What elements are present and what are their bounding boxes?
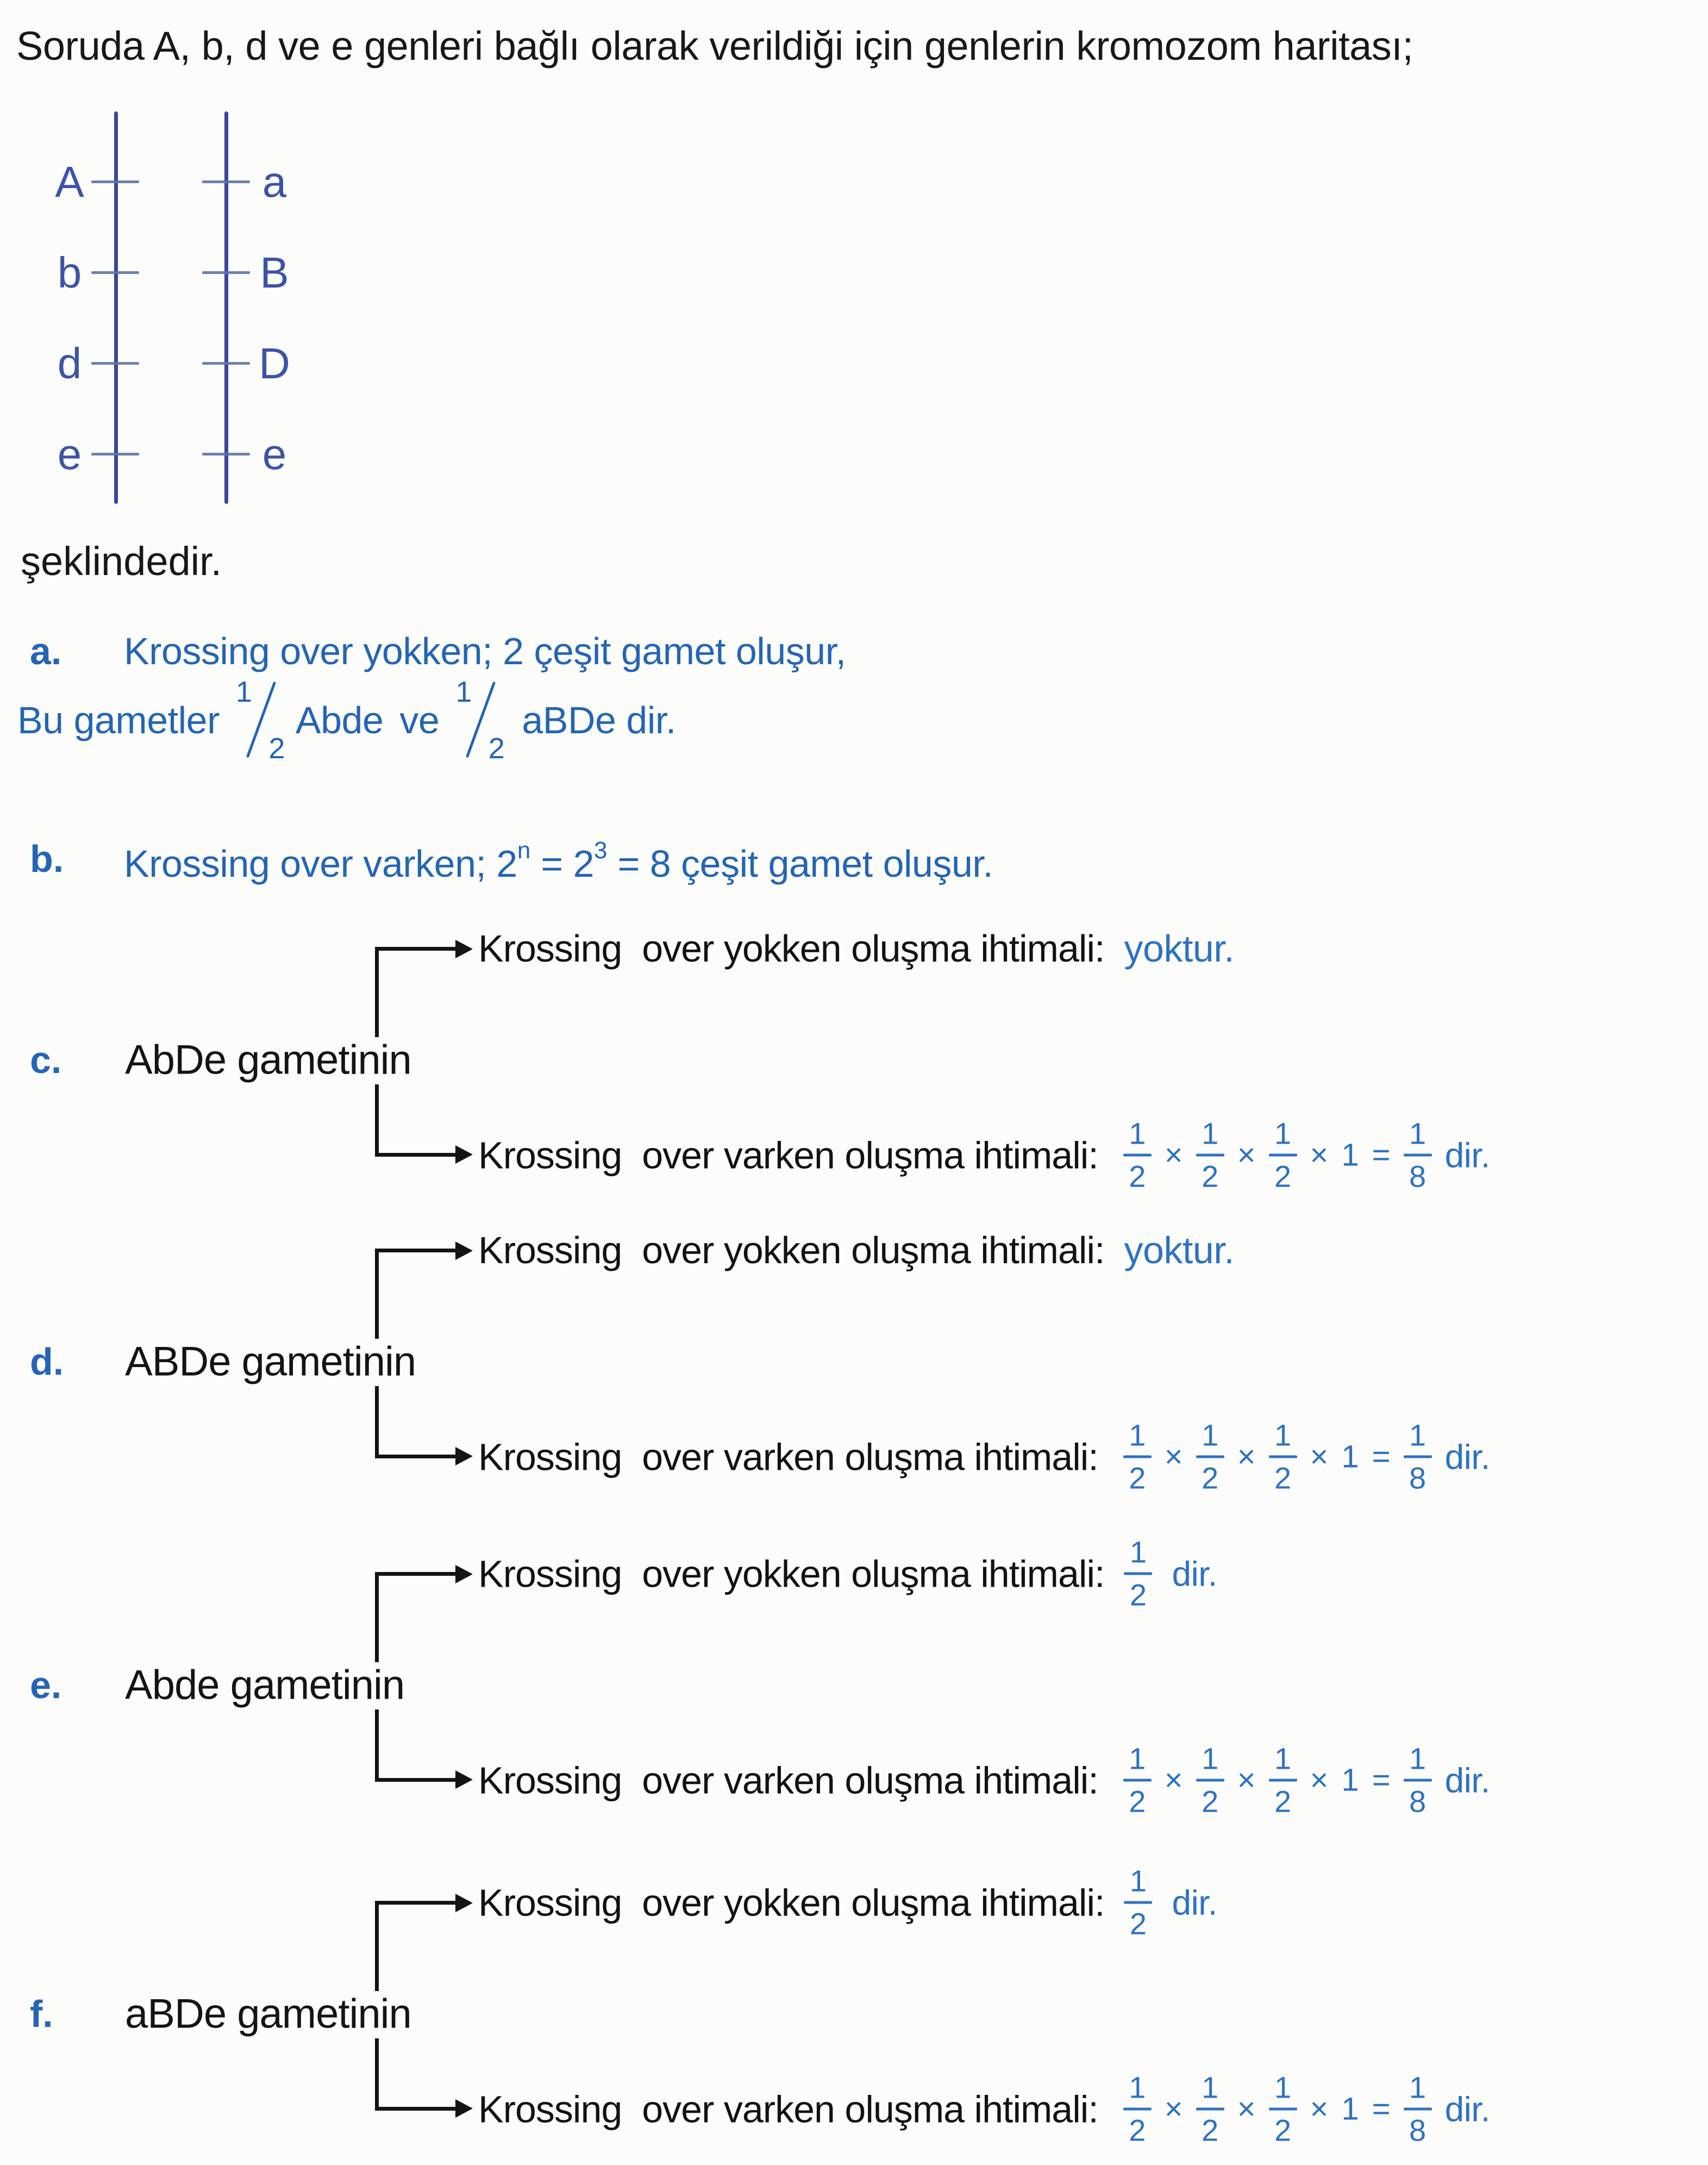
branch-label: Krossing over varken oluşma ihtimali: xyxy=(478,2088,1098,2130)
times-sign: × xyxy=(1310,1137,1329,1173)
branch-label: Krossing over yokken oluşma ihtimali: xyxy=(478,1229,1105,1271)
fraction-one-eighth: 1 8 xyxy=(1404,1420,1432,1494)
gene-tick xyxy=(202,271,250,274)
branch-value: yoktur. xyxy=(1124,927,1235,970)
fraction-bar xyxy=(1196,1779,1224,1782)
gene-tick xyxy=(91,453,139,456)
fraction-bar xyxy=(1269,1154,1297,1157)
fraction-one-half: 1 2 xyxy=(1124,1866,1152,1939)
fraction-one-half: 1 2 xyxy=(1196,1420,1224,1494)
gene-label-D2: D xyxy=(259,339,290,388)
fraction-one-half: 1 2 xyxy=(1196,1119,1224,1192)
gamete-name: Abde gametinin xyxy=(125,1662,405,1708)
arrow-right-icon xyxy=(455,940,473,958)
connector-elbow-up xyxy=(375,1572,456,1662)
suffix-dir: dir. xyxy=(1444,2089,1490,2129)
operand-one: 1 xyxy=(1341,1439,1359,1475)
diagram-caption: şeklindedir. xyxy=(21,539,222,584)
fraction-bar xyxy=(1269,2108,1297,2111)
arrow-right-icon xyxy=(455,1894,473,1912)
times-sign: × xyxy=(1164,1439,1183,1475)
fraction-one-eighth: 1 8 xyxy=(1404,1744,1432,1817)
connector-elbow-down xyxy=(375,2038,456,2111)
gamete-name: AbDe gametinin xyxy=(125,1037,411,1083)
fraction-bar xyxy=(1196,1154,1224,1157)
fraction-bar xyxy=(1404,2108,1432,2111)
fraction-one-half: 1 2 xyxy=(1196,2073,1224,2146)
times-sign: × xyxy=(1237,1762,1256,1798)
fraction-bar xyxy=(1404,1154,1432,1157)
fraction-bar xyxy=(1196,2108,1224,2111)
fraction-bar xyxy=(1196,1456,1224,1458)
branch-no-crossover xyxy=(478,927,1234,970)
gene-label-B2: B xyxy=(260,248,289,297)
fraction-bar xyxy=(1123,1154,1152,1157)
exponent-3: 3 xyxy=(594,837,608,864)
operand-one: 1 xyxy=(1341,1762,1359,1798)
branch-label: Krossing over yokken oluşma ihtimali: xyxy=(478,927,1105,970)
arrow-right-icon xyxy=(455,2099,473,2118)
gene-label-b: b xyxy=(57,248,82,297)
times-sign: × xyxy=(1310,2091,1329,2127)
suffix-dir: dir. xyxy=(1444,1437,1490,1476)
section-e-label: e. xyxy=(30,1664,62,1706)
gene-label-d: d xyxy=(57,339,82,388)
probability-expression xyxy=(1123,1420,1490,1494)
section-e xyxy=(0,1534,1708,1826)
section-f xyxy=(0,1863,1708,2155)
chromosome-line-left xyxy=(114,111,118,504)
fraction-bar xyxy=(1123,1779,1152,1782)
connector-elbow-up xyxy=(375,947,456,1037)
fraction-bar xyxy=(1123,2108,1152,2111)
probability-expression xyxy=(1123,1116,1490,1194)
probability-expression xyxy=(1123,1741,1490,1819)
probability-expression xyxy=(1123,2070,1490,2148)
times-sign: × xyxy=(1237,1137,1256,1173)
section-c xyxy=(0,919,1708,1201)
connector-elbow-up xyxy=(375,1249,456,1339)
times-sign: × xyxy=(1310,1439,1329,1475)
suffix-dir: dir. xyxy=(1444,1761,1490,1800)
gene-label-e2: e xyxy=(262,430,287,478)
section-b-label: b. xyxy=(30,838,64,880)
gene-label-e: e xyxy=(57,430,82,478)
fraction-one-half: 1 2 xyxy=(1269,1420,1297,1494)
gene-tick xyxy=(91,271,139,274)
section-a-line1: Krossing over yokken; 2 çeşit gamet oluşur, xyxy=(124,630,846,672)
branch-with-crossover xyxy=(478,1741,1490,1819)
fraction-bar xyxy=(1404,1456,1432,1458)
section-c-label: c. xyxy=(30,1039,62,1081)
gene-tick xyxy=(202,180,250,183)
fraction-bar xyxy=(1269,1779,1297,1782)
branch-label: Krossing over varken oluşma ihtimali: xyxy=(478,1134,1098,1176)
arrow-right-icon xyxy=(455,1565,473,1583)
chromosome-diagram xyxy=(0,111,380,525)
fraction-one-half: 1 2 xyxy=(1123,1420,1152,1494)
exponent-n: n xyxy=(517,837,531,864)
equals-sign: = xyxy=(1372,2091,1391,2127)
fraction-one-half: 1 2 xyxy=(1196,1744,1224,1817)
fraction-one-half: 1 2 xyxy=(1269,1119,1297,1192)
arrow-right-icon xyxy=(455,1770,473,1789)
section-d-label: d. xyxy=(30,1340,64,1383)
operand-one: 1 xyxy=(1341,1137,1359,1173)
section-a-label: a. xyxy=(30,630,62,672)
fraction-bar xyxy=(1124,1573,1152,1575)
page-title: Soruda A, b, d ve e genleri bağlı olarak verildiği için genlerin kromozom haritası; xyxy=(16,23,1413,68)
fraction-one-half: 1 2 xyxy=(235,676,285,765)
gene-tick xyxy=(202,453,250,456)
times-sign: × xyxy=(1237,1439,1256,1475)
fraction-one-half: 1 2 xyxy=(1123,1119,1152,1192)
branch-value: yoktur. xyxy=(1124,1229,1235,1271)
branch-with-crossover xyxy=(478,1116,1490,1194)
gene-tick xyxy=(91,180,139,183)
equals-sign: = xyxy=(1372,1439,1391,1475)
fraction-one-half: 1 2 xyxy=(1124,1537,1152,1611)
connector-elbow-down xyxy=(375,1084,456,1157)
suffix-dir: dir. xyxy=(1444,1135,1490,1175)
fraction-one-half: 1 2 xyxy=(1123,2073,1152,2146)
gene-tick xyxy=(202,362,250,365)
equals-sign: = xyxy=(1372,1137,1391,1173)
branch-with-crossover xyxy=(478,1420,1490,1494)
branch-label: Krossing over yokken oluşma ihtimali: xyxy=(478,1552,1105,1595)
section-d xyxy=(0,1220,1708,1503)
fraction-one-half: 1 2 xyxy=(1269,1744,1297,1817)
fraction-one-half: 1 2 xyxy=(1123,1744,1152,1817)
gamete-name: aBDe gametinin xyxy=(125,1991,411,2037)
branch-label: Krossing over yokken oluşma ihtimali: xyxy=(478,1881,1105,1924)
times-sign: × xyxy=(1164,2091,1183,2127)
section-b-text: Krossing over varken; $2^n = 2^3 = 8$ çeşit gamet oluşur. xyxy=(124,837,993,885)
fraction-one-eighth: 1 8 xyxy=(1404,1119,1432,1192)
fraction-one-half: 1 2 xyxy=(455,676,505,765)
gametes-prefix: Bu gametler xyxy=(17,699,220,741)
fraction-one-eighth: 1 8 xyxy=(1404,2073,1432,2146)
fraction-one-half: 1 2 xyxy=(1269,2073,1297,2146)
chromosome-line-right xyxy=(224,111,228,504)
operand-one: 1 xyxy=(1341,2091,1359,2127)
times-sign: × xyxy=(1164,1137,1183,1173)
equals-sign: = xyxy=(1372,1762,1391,1798)
connector-elbow-up xyxy=(375,1901,456,1991)
fraction-bar xyxy=(1124,1901,1152,1904)
times-sign: × xyxy=(1237,2091,1256,2127)
gene-label-A: A xyxy=(55,158,84,206)
gamete-name-Abde: Abde xyxy=(295,699,384,741)
times-sign: × xyxy=(1310,1762,1329,1798)
arrow-right-icon xyxy=(455,1241,473,1260)
connector-elbow-down xyxy=(375,1386,456,1458)
fraction-bar xyxy=(1123,1456,1152,1458)
branch-label: Krossing over varken oluşma ihtimali: xyxy=(478,1759,1098,1801)
arrow-right-icon xyxy=(455,1145,473,1164)
fraction-bar xyxy=(1269,1456,1297,1458)
branch-label: Krossing over varken oluşma ihtimali: xyxy=(478,1436,1098,1478)
gene-tick xyxy=(91,362,139,365)
section-f-label: f. xyxy=(30,1993,53,2035)
branch-no-crossover xyxy=(478,1534,1217,1612)
gene-label-a2: a xyxy=(262,158,287,206)
arrow-right-icon xyxy=(455,1447,473,1465)
gamete-name: ABDe gametinin xyxy=(125,1338,416,1385)
conjunction: ve xyxy=(399,699,440,741)
suffix-dir: dir. xyxy=(1172,1883,1217,1922)
branch-with-crossover xyxy=(478,2070,1490,2148)
suffix-dir: dir. xyxy=(1172,1554,1217,1593)
fraction-bar xyxy=(1404,1779,1432,1782)
gamete-name-aBDe: aBDe dir. xyxy=(522,699,676,741)
branch-no-crossover xyxy=(478,1863,1217,1941)
section-a-line2 xyxy=(17,677,676,764)
connector-elbow-down xyxy=(375,1709,456,1782)
times-sign: × xyxy=(1164,1762,1183,1798)
branch-no-crossover xyxy=(478,1228,1234,1272)
